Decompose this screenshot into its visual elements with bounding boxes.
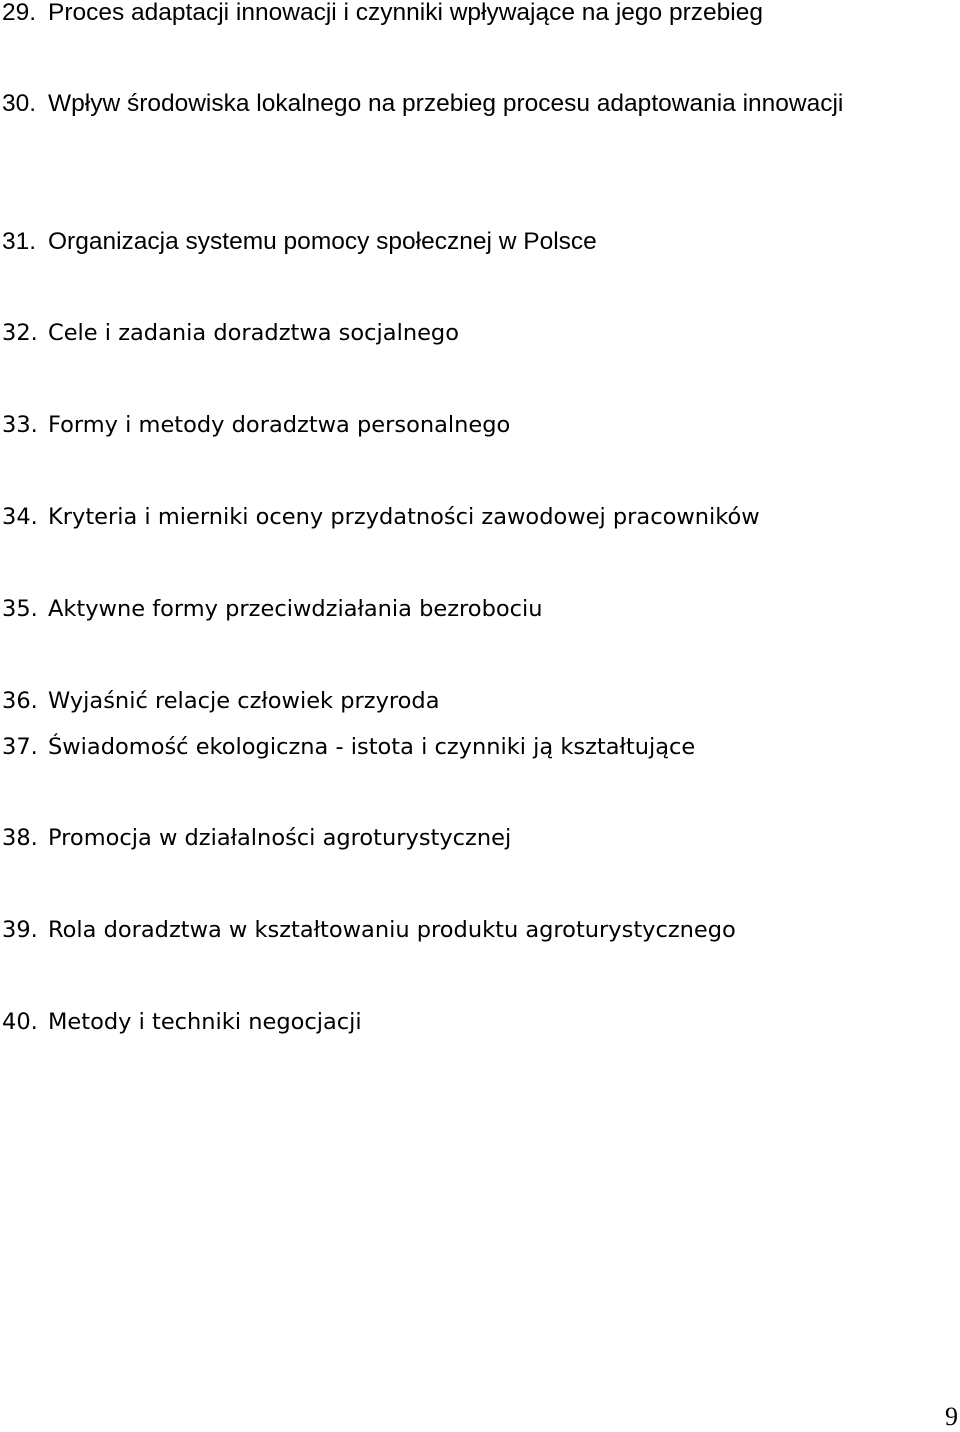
item-text: Wpływ środowiska lokalnego na przebieg procesu adaptowania innowacji <box>48 90 844 117</box>
item-number: 40. <box>2 1009 38 1035</box>
item-number: 29. <box>2 0 37 26</box>
list-item <box>2 219 952 265</box>
item-number: 33. <box>2 412 38 438</box>
item-text: Proces adaptacji innowacji i czynniki wpływające na jego przebieg <box>48 0 763 26</box>
item-number: 32. <box>2 320 38 346</box>
list-item <box>2 815 952 861</box>
item-text: Wyjaśnić relacje człowiek przyroda <box>48 688 440 714</box>
item-text: Cele i zadania doradztwa socjalnego <box>48 320 459 346</box>
list-item <box>2 907 952 953</box>
list-item <box>2 494 952 540</box>
item-text: Kryteria i mierniki oceny przydatności zawodowej pracowników <box>48 504 760 530</box>
item-number: 39. <box>2 917 38 943</box>
list-item <box>2 81 862 127</box>
item-number: 37. <box>2 734 38 760</box>
item-text: Rola doradztwa w kształtowaniu produktu agroturystycznego <box>48 917 736 943</box>
list-item <box>2 402 952 448</box>
list-item <box>2 678 952 724</box>
list-item <box>2 586 952 632</box>
list-item <box>2 724 952 770</box>
item-number: 31. <box>2 228 37 255</box>
list-item <box>2 0 952 36</box>
item-text: Metody i techniki negocjacji <box>48 1009 362 1035</box>
list-item <box>2 999 952 1045</box>
item-text: Świadomość ekologiczna - istota i czynniki ją kształtujące <box>48 734 696 760</box>
item-number: 34. <box>2 504 38 530</box>
item-text: Promocja w działalności agroturystycznej <box>48 825 512 851</box>
item-number: 30. <box>2 90 37 117</box>
item-number: 35. <box>2 596 38 622</box>
list-item <box>2 310 952 356</box>
item-number: 38. <box>2 825 38 851</box>
item-text: Organizacja systemu pomocy społecznej w Polsce <box>48 228 597 255</box>
item-text: Aktywne formy przeciwdziałania bezrobociu <box>48 596 543 622</box>
page-number: 9 <box>945 1402 958 1431</box>
item-text: Formy i metody doradztwa personalnego <box>48 412 511 438</box>
item-number: 36. <box>2 688 38 714</box>
